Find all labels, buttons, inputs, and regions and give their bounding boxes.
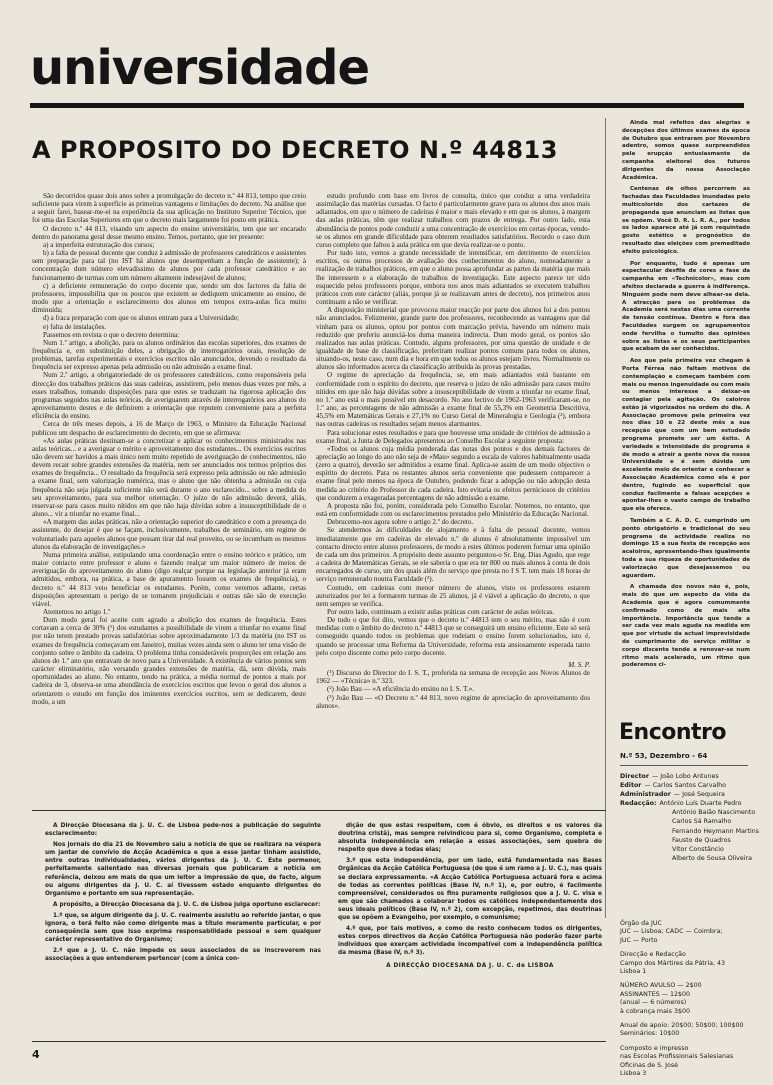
staff-name: Fausto de Quadros xyxy=(672,836,731,844)
article-paragraph: «Todos os alunos cuja média ponderada das notas dos pontos e dos demais factores de apreciação ao longo do ano não seja de «Mau» segundo a escala de valores habitualmente usada (zero a quatro), deverão ser admitidos a exame final. Aplica-se assim de um modo objectivo o espírito do decreto. Para os restantes alunos seria conveniente que pudessem comparecer a exame final pelo menos na época de Outubro, podendo ficar a adopção ou não adopção desta medida ao critério do Professor de cada cadeira. Isto evitaria os efeitos perniciosos de critérios que conduzem a exageradas percentagens de não admissão a exame. xyxy=(316,444,590,502)
article-paragraph: e) falta de instalações. xyxy=(43,322,107,331)
staff-row xyxy=(620,790,760,799)
publication-line: à cobrança mais 3$00 xyxy=(620,1007,690,1015)
article-paragraph: d) a fraca preparação com que os alunos entram para a Universidade; xyxy=(43,314,239,323)
staff-role: Director xyxy=(620,773,649,780)
staff-name: — José Sequeira xyxy=(673,791,725,799)
article-paragraph: c) a deficiente remuneração do corpo docente que, sendo um dos factores da falta de professores, impossibilita que os poucos que existem se dediquem unicamente ao ensino, de modo que a orientação e esclarecimento dos alunos em tempos extra-aulas fica muito diminuída; xyxy=(32,281,306,315)
publication-line: Direcção e Redacção xyxy=(620,951,686,959)
notice-paragraph: 3.º que esta independência, por um lado, está fundamentada nas Bases Orgânicas da Acção Católica Portuguesa (de que é um ramo a J. U. C.), nas quais se declara expressamente. «A Acção Católica Portuguesa actuará fora e acima de todas as correntes políticas (Base IV, n.º 1), e, por outro, é facilmente compreensível, considerados os fins puramente religiosos que a J. U. C. visa e em que são chamados a colaborar todos os católicos independentemente dos seus ideais políticos (Base IV, n.º 2), com excepção, repetimos, das doutrinas que se opõem a Evangelho, por exemplo, o comunismo; xyxy=(338,858,602,922)
staff-name: Alberto de Sousa Oliveira xyxy=(672,854,752,862)
article-paragraph: O regime de apreciação da frequência, se, em mais adiantados está bastante em conformidade com o espírito do decreto, que reserva o juízo de não admissão para casos muito nítidos em que não haja dúvidas sobre a insusceptibilidade de virem a triunfar no exame final, no 1.º ano está o mais possível em desacordo. No ano lectivo de 1962-1963 verificaram-se, no 1.º ano, as percentagens de não admissão a exame final de 55,3% em Geometria Descritiva, 45,5% em Matemáticas Gerais e 27,1% no Curso Geral de Mineralogia e Geologia (²), embora nas outras cadeiras os resultados sejam menos alarmantes. xyxy=(316,371,590,429)
staff-name: Carlos Sá Ramalho xyxy=(672,818,732,826)
publication-block xyxy=(620,1022,760,1039)
sidebar-paragraph: Ainda mal refeitos das alegrias e decepções dos últimos exames da época de Outubro que entraram por Novembro adentro, somos quase surpreendidos pela erupção entusiasmante da campanha eleitoral dos futuros dirigentes da nossa Associação Académica. xyxy=(622,120,750,181)
staff-role: Editor xyxy=(620,782,642,790)
footnote: (¹) Discurso do Director do I. S. T., proferida na semana de recepção aos Novos Alunos de 1962 — «Técnica» n.º 323. xyxy=(316,669,590,686)
staff-row xyxy=(620,781,760,790)
sidebar-paragraph: Por enquanto, tudo é apenas um espectacular desfile de cores a fase da campanha em «Technicolor», mas com afeitos declarada a guerra à indiferença. Ninguém pode nem deve alhear-se dela. A atracção para os problemas da Academia será nestas dias uma corrente de tensão contínua. Dentro e fora das Faculdades surgem os agrupamentos onde fervilha o tumulto das opiniões sobre as listas e os seus participantes que acabam de ser conhecidos. xyxy=(622,260,750,353)
article-paragraph: Numa primeira análise, estipulando uma coordenação entre o ensino teórico e prático, um maior contacto entre professor e aluno e fazendo realçar um maior número de meios de averiguação do aproveitamento do aluno (digo realçar porque na legislação anterior já eram admitidos, embora, na prática, a base de apuramento fossem os exames de frequência), o decreto n.º 44 813 veio beneficiar os estudantes. Porém, como veremos adiante, certas disposições apresentam o perigo de se tornarem prejudiciais e outras não são de execução viável. xyxy=(32,550,306,608)
article-paragraph: De tudo o que foi dito, vemos que o decreto n.º 44813 tem o seu mérito, mas não é com medidas com o âmbito do decreto n.º 44813 que se conseguirá um ensino eficiente. Este só será conseguido quando todos os problemas que rodeiam o ensino forem solucionados, isto é, quando se processar uma Reforma da Universidade, reforma esta ansiosamente esperada tanto pelo corpo discente como pelo corpo docente. xyxy=(316,616,590,657)
publication-line: Campo dos Mártires da Pátria, 43 xyxy=(620,959,725,967)
publication-line: (anual — 6 números) xyxy=(620,999,687,1007)
publication-line: Lisboa 1 xyxy=(620,968,647,976)
staff-row xyxy=(620,808,760,817)
article-paragraph: Por outro lado, continuam a existir aulas práticas com carácter de aulas teóricas. xyxy=(327,607,555,616)
sidebar-paragraph: Aos que pela primeira vez chegam à Porta Férrea não faltam motivos de contemplação e começam também com mais ou menos ingenuidade ou com mais ou menos interesse a deixar-se contagiar pela agitação. Os caloiros estão já vigorizados na ordem do dia. A Associação promove pela primeira vez nos dias 10 e 22 deste mês a sua recepção que com um bem estudado programa promete ser um êxito. A variedade e intensidade do programa é de modo a atrair a gente nova da nossa Universidade e é sem dúvida um excelente meio de orientar e conhecer a Associação Académica como ela é por dentro, fugindo ao superficial que conduz facilmente a falsas acepções e apontar-lhes o vasto campo de trabalho que ela oferece. xyxy=(622,358,750,513)
article-paragraph: Num 1.º artigo, a abolição, para os alunos ordinários das escolas superiores, dos exames de frequência e, em substituição deles, a obrigação de interrogatórios orais, resolução de problemas, tarefas experimentais e exercícios escritos não anunciados, devendo o resultado da frequência ser expresso apenas pela admissão ou não admissão a exame final. xyxy=(32,338,306,372)
notice-paragraph: 2.º que a J. U. C. não impede os seus associados de se inscreverem nas associações a que entenderem pertencer (com a única con- xyxy=(45,948,321,963)
encontro-issue: N.º 53, Dezembro - 64 xyxy=(620,752,708,760)
staff-role: Administrador xyxy=(620,791,671,799)
footnote: (²) João Bau — «A eficiência do ensino no I. S. T.». xyxy=(327,685,475,694)
staff-name: António Luís Duarte Pedro xyxy=(659,800,742,808)
article-paragraph: O decreto n.º 44 813, visando um aspecto do ensino universitário, tem que ser encarado dentro do panorama geral desse mesmo ensino. Temos, portanto, que ter presente: xyxy=(32,224,306,241)
staff-name: — João Lobo Antunes xyxy=(651,773,719,780)
article-paragraph: Se atendermos às dificuldades de alojamento e à falta de pessoal docente, vemos imediatamente que em cadeiras de elevado n.º de alunos é absolutamente impossível um contacto directo entre alunos professores, de modo a estes últimos poderem formar uma opinião de cada um dos primeiros. A propósito deste assunto perguntou-o Sr. Eng. Dias Agudo, que rege a cadeira de Matemáticas Gerais, se ele saberia o que era ter 800 ou mais alunos à conta de dois encarregados de curso, um dos quais além do serviço que presta no I S T. tem mais 18 horas de serviço remunerado noutra Faculdade (³). xyxy=(316,526,590,584)
publication-line: Oficinas de S. José xyxy=(620,1061,679,1069)
publication-line: Anual de apoio: 20$00; 50$00; 100$00 xyxy=(620,1022,744,1030)
sidebar-paragraph: Também a C. A. D. C. cumprindo um ponto obrigatório e tradicional do seu programa de actividade realiza no domingo 15 a sua festa de recepção aos acaloiros, apresentando-lhes igualmente toda a sua riqueza de oportunidades de valorização que desejassemos ou aguardam. xyxy=(622,518,750,579)
article-paragraph: a) a imperfeita estruturação dos cursos; xyxy=(43,240,155,249)
staff-name: — Carlos Santos Carvalho xyxy=(644,782,726,790)
notice-column-2 xyxy=(338,822,602,1032)
staff-row xyxy=(620,836,760,845)
encontro-title: Encontro xyxy=(619,720,726,745)
article-paragraph: Atentemos no artigo 1.º xyxy=(43,607,111,616)
publication-line: JUC — Lisboa; CADC — Coimbra; xyxy=(620,928,723,936)
publication-block xyxy=(620,982,760,1016)
notice-paragraph: A propósito, a Direcção Diocesana da J. U. C. de Lisboa julga oportuno esclarecer: xyxy=(53,901,321,908)
notice-column-1 xyxy=(45,822,321,1032)
staff-name: António Baião Nascimento xyxy=(672,809,756,817)
column-divider xyxy=(605,118,606,918)
notice-paragraph: A Direcção Diocesana da J. U. C. de Lisboa pede-nos a publicação do seguinte esclarecimento: xyxy=(45,823,321,838)
publication-line: Seminários: 10$00 xyxy=(620,1030,680,1038)
sidebar-paragraph: A chamada dos novos não é, pois, mais do que um aspecto da vida da Academia que é agora comummente confirmado como de mais alta importância. Importância que tende a ser cada vez mais aguda na medida em que por virtude da actual imprevisidade de cumprimento do serviço militar o corpo discente tende a renovar-se num ritmo mais acelerado, um ritmo que poderemos ci- xyxy=(622,584,750,669)
article-paragraph: Por tudo isto, vemos a grande necessidade de intensificar, em detrimento de exercícios escritos, os outros processos de avaliação dos conhecimentos do aluno, nomeadamente a realização de trabalhos práticos, em que o aluno possa aprofundar as partes da matéria que mais lhe interessem e a elaboração de trabalhos de investigação. Este aspecto parece ter sido esquecido pelos professores porque, embora nos anos mais adiantados se executem trabalhos práticos com este carácter (aliás, porque já se realizavam antes de decreto), nos primeiros anos continuam a não se verificar. xyxy=(316,249,590,307)
article-headline: A PROPOSITO DO DECRETO N.º 44813 xyxy=(32,136,558,164)
staff-row xyxy=(620,817,760,826)
publication-info xyxy=(620,920,760,1085)
publication-line: ASSINANTES — 12$00 xyxy=(620,990,691,998)
article-column-1 xyxy=(32,192,306,770)
encontro-rule xyxy=(620,765,748,766)
article-paragraph: Contudo, em cadeiras com menor número de alunos, visto os professores estarem autorizados por lei a formarem turmas de 25 alunos, já é viável a aplicação do decreto, o que nem sempre se verifica. xyxy=(316,583,590,608)
publication-line: nas Escolas Profissionais Salesianas xyxy=(620,1053,734,1061)
footnotes xyxy=(316,669,590,710)
notice-paragraph: dição de que estas respeitem, com é óbvio, os direitos e os valores da doutrina cristã), mas sempre reivindicou para si, como Organismo, completa e absoluta independência em relação a essas associações, sem quebra do respeito que deve a todas elas; xyxy=(338,823,602,854)
article-paragraph: Cerca de três meses depois, a 16 de Março de 1963, o Ministro da Educação Nacional publicou um despacho de esclarecimento do decreto, em que se afirmava: xyxy=(32,420,306,437)
article-paragraph: estudo profundo com base em livros de consulta, único que conduz a uma verdadeira assimilação das matérias cursadas. O facto é particularmente grave para os alunos dos anos mais adiantados, em que o número de cadeiras é maior e mais elevado e em que os alunos, à margem das aulas práticas, têm que realizar trabalhos com prazos de entrega. Por outro lado, esta abundância de pontos pode conduzir a uma concentração de exercícios em certas épocas, vendo-se os alunos em grande dificuldade para obterem resultados satisfatórios. Recordo o caso dum curso completo que faltou à aula prática em que devia realizar-se o ponto. xyxy=(316,192,590,249)
staff-row xyxy=(620,772,760,781)
staff-name: Fernando Heymann Martins xyxy=(672,827,760,835)
footnote: (³) João Bau — «O Decreto n.º 44 813, novo regime de apreciação do aproveitamento dos alunos». xyxy=(316,693,590,710)
article-paragraph: Num 2.º artigo, a obrigatoriedade de os professores catedráticos, como responsáveis pela direcção dos trabalhos práticos das suas cadeiras, assistirem, pelo menos duas vezes por mês, a esses trabalhos, tomando disposições para que estes se traduzam na rigorosa aplicação dos programas seguidos nas aulas teóricas, de averiguarem através de interrogatórios aos alunos do aproveitamento destes e de definirem a orientação que reputem conveniente para a perfeita eficiência do ensino. xyxy=(32,371,306,421)
article-paragraph: Debrucemo-nos agora sobre o artigo 2.º do decreto. xyxy=(327,518,474,527)
publication-block xyxy=(620,951,760,976)
staff-row xyxy=(620,845,760,854)
staff-row xyxy=(620,854,760,863)
staff-row xyxy=(620,799,760,808)
sidebar-editorial xyxy=(622,120,750,704)
publication-line: Composto e impresso xyxy=(620,1044,689,1052)
notice-paragraph: 4.º que, por tais motivos, e como de resto conhecem todos os dirigentes, estes corpos directivos da Acção Católica Portuguesa não poderão fazer parte indivíduos que exerçam actividade incompatível com a independência política da mesma (Base IV, n.º 3). xyxy=(338,926,602,957)
article-paragraph: Dum modo geral foi aceite com agrado a abolição dos exames de frequência. Estes cortavam a cerca de 30% (¹) dos estudantes a possibilidade de virem a triunfar no exame final por não terem prestado provas satisfatórias sobre aproximadamente 1/3 da matéria (no IST os exames de frequência começavam em Janeiro), muitas vezes ainda sem o aluno ter uma visão de conjunto sobre o âmbito da cadeira. O problema tinha consideráveis proporções em relação aos alunos do 1.º ano que entravam de novo para a Universidade. A existência de vários pontos sem carácter eliminatório, não versando grandes extensões de matéria, dá, sem dúvida, mais oportunidades ao aluno. No entanto, tendo na prática, a média normal de pontos a mais por cadeira de 3, observa-se uma abundância de exercícios escritos que levou o geral dos alunos a orientarem o estudo em função dos iminentes exercícios escritos, sem se dedicarem, deste modo, a um xyxy=(32,616,306,706)
article-signature: M. S. P. xyxy=(568,660,590,669)
notice-paragraph: Nos jornais do dia 21 de Novembro saiu a notícia de que se realizara na véspera um jantar de convívio de Acção Académica e que a esse jantar tinham assistido, entre outras individualidades, vários dirigentes da J. U. C. Este pormenor, perfeitamente salientado nas diversas jornais que publicaram a notícia em referência, deixou em mais de que um leitor a impressão de que, de facto, algum ou alguns dirigentes da J. U. C. aí tivessem estado enquanto dirigentes do Organismo e portanto em sua representação. xyxy=(45,842,321,897)
article-paragraph: Para solucionar estes resultados e para que houvesse uma unidade de critérios de admissão a exame final, a Junta de Delegados apresentou ao Conselho Escolar a seguinte proposta: xyxy=(316,428,590,445)
publication-line: JUC — Porto xyxy=(620,936,658,944)
publication-block xyxy=(620,1045,760,1079)
article-paragraph: «A margem das aulas práticas, não a orientação superior do catedrático e com a presença do assistente, do desejar é que se façam, inclusivamente, trabalhos de seminário, em regime de voluntariado para aqueles alunos que possam tirar dal real proveito, ou se incumbam os mesmos alunos da elaboração de investigações.» xyxy=(32,518,306,551)
article-paragraph: A disposição ministerial que provocou maior reacção por parte dos alunos foi a dos pontos não anunciados. Felizmente, grande parte dos professores, reconhecendo as vantagens que dal vinham para os alunos, optou por pontos com marcação prévia, havendo um número mais reduzido que preferiu anunciá-los duma maneira indirecta. Dum modo geral, os pontos são realizados nas aulas práticas. Contudo, alguns professores, por uma questão de unidade e de igualdade de base de classificação, preferiram realizar pontos comuns para todos os alunos, situando-os, neste caso, num dia e hora em que todos os alunos estejam livres. Normalmente os alunos são informados acerca da classificação atribuída às provas prestadas. xyxy=(316,306,590,372)
staff-role: Redacção: xyxy=(620,800,657,808)
masthead-rule xyxy=(30,103,744,108)
article-paragraph: A proposta não foi, porém, considerada pelo Conselho Escolar. Notemos, no entanto, que está em conformidade com os esclarecimentos prestados pelo Ministério da Educação Nacional. xyxy=(316,501,590,519)
staff-row xyxy=(620,827,760,836)
article-paragraph: São decorridos quase dois anos sobre a promulgação do decreto n.º 44 813, tempo que creio suficiente para virem à superfície as primeiras vantagens e limitações do decreto. Na análise que a seguir farei, basear-me-ei na experiência da sua aplicação no Instituto Superior Técnico, que foi uma das Escolas Superiores em que o decreto mais largamente foi posto em prática. xyxy=(32,192,306,225)
sidebar-paragraph: Centenas de olhos percorrem as fachadas das Faculdades inundadas pelo multicolorido dos cartazes de propaganda que anunciam as listas que se opõem. Você D. R. L. R. A., por todos os lados aparece até já com requintado gosto estético e prognóstico do resultado das eleições com premeditado efeito psicológico. xyxy=(622,186,750,255)
notice-signature: A DIRECÇÃO DIOCESANA DA J. U. C. de LISBOA xyxy=(386,962,554,969)
publication-line: Lisboa 3 xyxy=(620,1070,647,1078)
staff-name: Vítor Constâncio xyxy=(672,845,724,853)
page-number: 4 xyxy=(32,1048,40,1061)
section-masthead: universidade xyxy=(30,40,369,96)
article-paragraph: «As aulas práticas destinam-se a concretizar e aplicar os conhecimentos ministrados nas aulas teóricas... e a averiguar o mérito e aproveitamento dos estudantes... Os exercícios escritos não devem ser havidos a mais único nem muito repetido de averiguação de conhecimentos, não devem recair sobre grandes extensões da matéria, nem ser anunciados nos termos próprios dos exames de frequência... O resultado da frequência será expresso pela admissão ou não admissão a exame final, sem valorização numérica, mas o aluno que não obtenha a admissão ou cuja frequência não seja julgada suficiente não será durante o ano esclarecido... sobre a medida do seu aproveitamento, para sua melhor orientação. O juízo de não admissão deverá, aliás, reservar-se para casos muito nítidos em que não haja dúvidas sobre a insusceptibilidade de o aluno... vir a triunfar no exame final... xyxy=(32,436,306,519)
notice-paragraph: 1.º que, se algum dirigente da J. U. C. realmente assistiu ao referido jantar, o que ignora, o terá feito não como dirigente mas a título meramente particular, e por consequência sem que isso exprima responsabilidade pessoal e sem qualquer carácter representativo do Organismo; xyxy=(45,912,321,944)
publication-block xyxy=(620,920,760,945)
article-column-2 xyxy=(316,192,590,770)
publication-line: Órgão da JUC xyxy=(620,920,662,927)
article-paragraph: Passemos em revista o que o decreto determina: xyxy=(43,330,180,339)
publication-line: NÚMERO AVULSO — 2$00 xyxy=(620,982,702,990)
staff-list xyxy=(620,772,760,863)
article-paragraph: b) a falta de pessoal docente que conduz à admissão de professores catedráticos e assistentes sem preparação para tal (no IST há alunos que desempenham a função de assistente); à concentração dum número elevadíssimo de alunos por cada professor catedrático e ao funcionamento de turmas com um número altamente indesejável de alunos; xyxy=(32,249,306,282)
